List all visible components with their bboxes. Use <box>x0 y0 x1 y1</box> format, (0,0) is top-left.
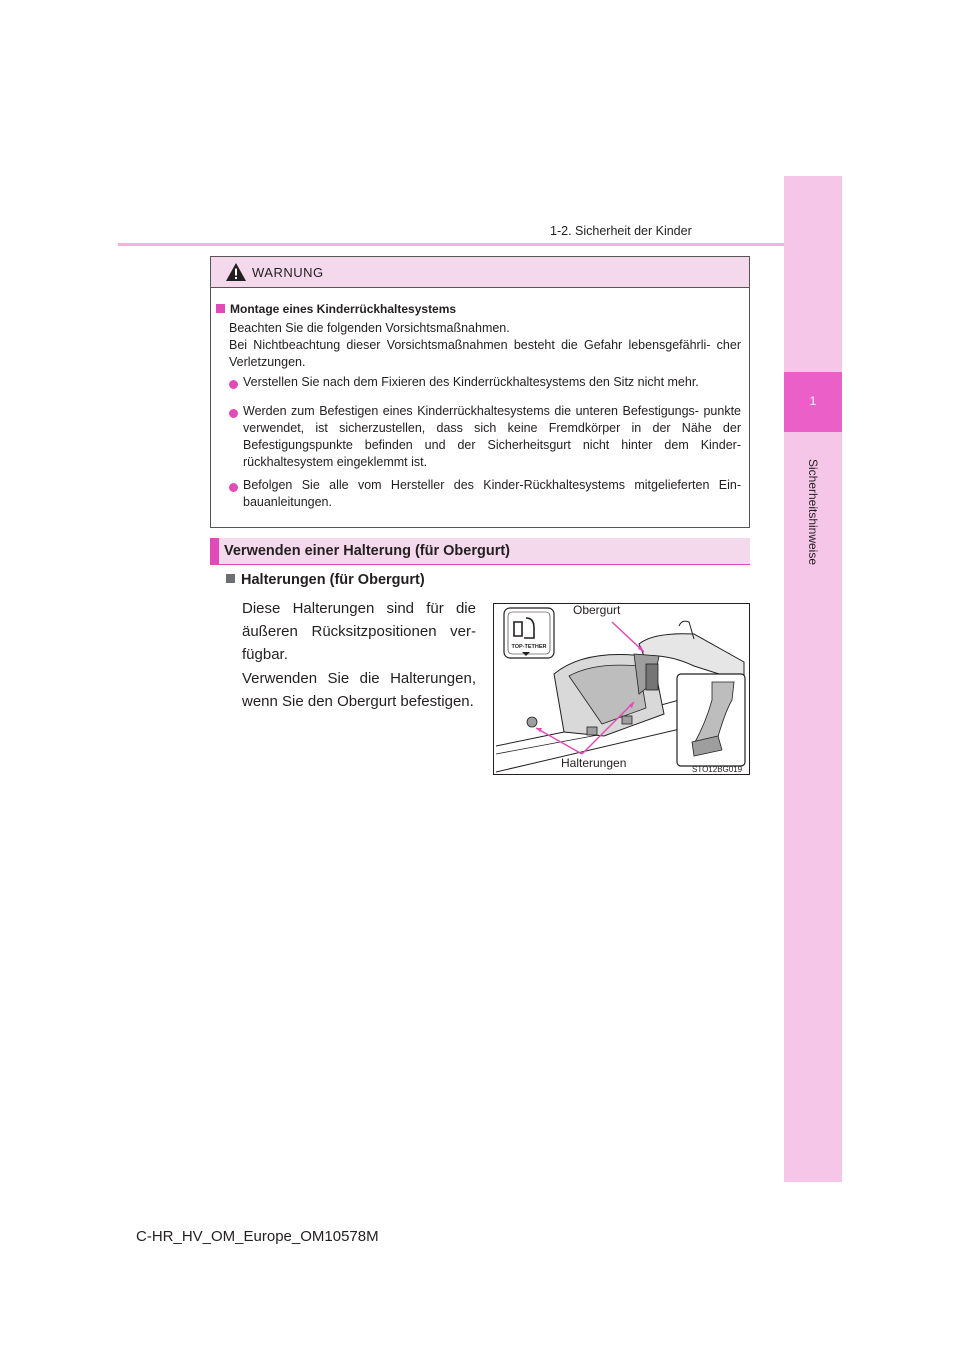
section-heading: Verwenden einer Halterung (für Obergurt) <box>224 543 511 559</box>
bullet-dot-icon <box>229 483 238 492</box>
warning-bullet-2: Werden zum Befestigen eines Kinderrückhaltesystems die unteren Befestigungs- punkte verwendet, ist sicherzustellen, dass sich keine Fremdkörper in der Nähe der Befestigungspunkte befinden und der Sicherheitsgurt nicht hinter dem Kinder- rückhaltesystem eingeklemmt ist. <box>243 404 741 469</box>
body-paragraph-1: Diese Halterungen sind für die äußeren Rücksitzpositionen ver- fügbar. <box>242 600 476 663</box>
sub-heading <box>226 572 425 588</box>
warning-bullet-1: Verstellen Sie nach dem Fixieren des Kinderrückhaltesystems den Sitz nicht mehr. <box>243 375 699 389</box>
figure-code: STO12BG019 <box>692 765 743 774</box>
warning-intro-line1: Beachten Sie die folgenden Vorsichtsmaßnahmen. <box>229 321 510 335</box>
rear-seat-illustration <box>494 604 749 774</box>
body-paragraph-2: Verwenden Sie die Halterungen, wenn Sie den Obergurt befestigen. <box>242 670 476 710</box>
chapter-side-tab <box>784 176 842 1182</box>
section-heading-bar <box>210 538 219 565</box>
figure-label-anchors: Halterungen <box>561 756 627 770</box>
warning-subtitle <box>216 302 456 316</box>
bullet-dot-icon <box>229 380 238 389</box>
warning-intro-line2: Bei Nichtbeachtung dieser Vorsichtsmaßnahmen besteht die Gefahr lebensgefährli- cher Verletzungen. <box>229 338 741 369</box>
bullet-dot-icon <box>229 409 238 418</box>
warning-bullet-3: Befolgen Sie alle vom Hersteller des Kinder-Rückhaltesystems mitgelieferten Ein- bauanleitungen. <box>243 478 741 509</box>
header-rule <box>118 243 840 246</box>
figure-label-top-tether: Obergurt <box>573 603 621 617</box>
section-title: 1-2. Sicherheit der Kinder <box>550 224 692 238</box>
chapter-number: 1 <box>809 394 817 408</box>
section-heading-underline <box>210 564 750 565</box>
tether-anchor-figure <box>493 603 750 775</box>
chapter-label: Sicherheitshinweise <box>806 458 820 566</box>
footer-document-id: C-HR_HV_OM_Europe_OM10578M <box>136 1228 379 1245</box>
sub-heading-text: Halterungen (für Obergurt) <box>241 572 425 588</box>
warning-subtitle-text: Montage eines Kinderrückhaltesystems <box>230 302 457 316</box>
warning-title: WARNUNG <box>252 265 324 280</box>
square-bullet-icon <box>216 304 225 313</box>
warning-intro <box>229 320 741 371</box>
square-bullet-icon <box>226 574 235 583</box>
warning-triangle-icon <box>225 262 247 282</box>
top-tether-icon-text: TOP-TETHER <box>511 644 547 650</box>
